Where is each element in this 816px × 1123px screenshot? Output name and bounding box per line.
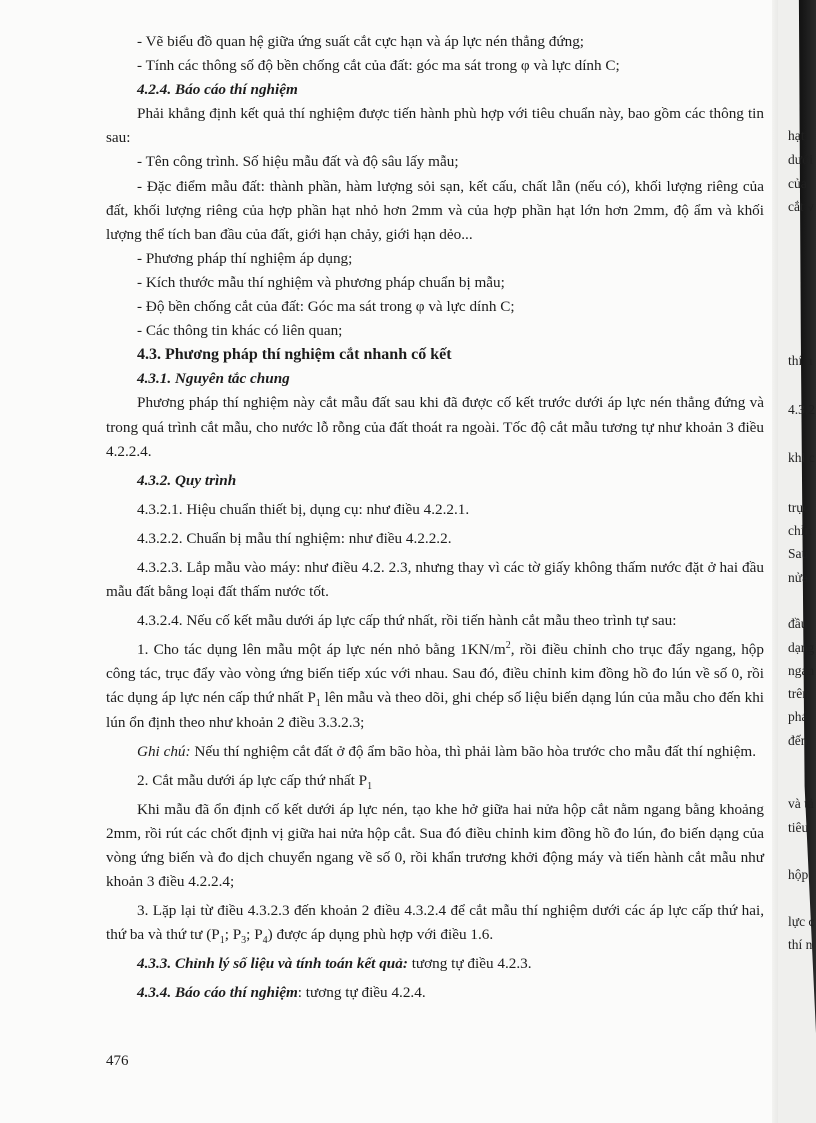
- subscript: 1: [219, 935, 225, 947]
- adjacent-page-word: phá: [788, 709, 808, 724]
- subscript: 1: [315, 698, 321, 710]
- list-item: - Độ bền chống cắt của đất: Góc ma sát trong φ và lực dính C;: [137, 298, 515, 316]
- list-item: - Vẽ biểu đồ quan hệ giữa ứng suất cắt cực hạn và áp lực nén thẳng đứng;: [137, 33, 585, 50]
- text-run: lên mẫu và theo dõi, ghi chép số liệu biến dạng lún của mẫu cho đến khi lún ổn định theo như khoản 2 điều 3.3.2.3;: [106, 689, 765, 731]
- list-item: - Tính các thông số độ bền chống cắt của đất: góc ma sát trong φ và lực dính C;: [137, 57, 620, 75]
- adjacent-page-word: tiêu: [788, 820, 809, 835]
- page-number: 476: [106, 1053, 129, 1069]
- adjacent-page-word: dưới: [788, 152, 813, 167]
- step-item: 4.3.2.4. Nếu cố kết mẫu dưới áp lực cấp thứ nhất, rồi tiến hành cắt mẫu theo trình tự sau:: [137, 612, 677, 630]
- section-heading-4-3-4: 4.3.4. Báo cáo thí nghiệm: [137, 984, 298, 1002]
- list-item: - Đặc điểm mẫu đất: thành phần, hàm lượng sỏi sạn, kết cấu, chất lẫn (nếu có), khối lượng riêng của đất, khối lượng riêng của hợp phần hạt nhỏ hơn 2mm và của hợp phần hạt lớn hơn 2mm, độ ẩm và khối lượng thể tích ban đầu của đất, giới hạn chảy, giới hạn dẻo...: [106, 177, 764, 243]
- text-run: ) được áp dụng phù hợp với điều 1.6.: [267, 926, 494, 944]
- step-item-2: [106, 769, 764, 793]
- section-4-3-4: [106, 981, 764, 1005]
- adjacent-page-word: thí n: [788, 937, 813, 952]
- adjacent-page-edge: [778, 0, 816, 1123]
- paragraph: Phải khẳng định kết quả thí nghiệm được tiến hành phù hợp với tiêu chuẩn này, bao gồm các thông tin sau:: [106, 105, 764, 147]
- section-heading-4-2-4: 4.2.4. Báo cáo thí nghiệm: [137, 81, 298, 99]
- list-item: - Kích thước mẫu thí nghiệm và phương pháp chuẩn bị mẫu;: [137, 273, 505, 291]
- section-heading-4-3-3: 4.3.3. Chỉnh lý số liệu và tính toán kết quả:: [137, 955, 408, 973]
- step-item: 4.3.2.3. Lắp mẫu vào máy: như điều 4.2. 2.3, nhưng thay vì các tờ giấy không thấm nước đặt ở hai đầu mẫu đất bằng loại đất thấm nước tốt.: [106, 558, 764, 601]
- step-item: 4.3.2.1. Hiệu chuẩn thiết bị, dụng cụ: như điều 4.2.2.1.: [137, 500, 470, 518]
- adjacent-page-word: của: [788, 176, 807, 191]
- document-body: [106, 30, 764, 1006]
- adjacent-page-word: hạt: [788, 128, 805, 143]
- section-heading-4-3: 4.3. Phương pháp thí nghiệm cắt nhanh cố kết: [137, 346, 452, 364]
- subscript: 3: [241, 935, 247, 947]
- adjacent-page-word: trục: [788, 500, 809, 515]
- subscript: 1: [367, 780, 373, 792]
- adjacent-page-word: và tả: [788, 796, 814, 811]
- paragraph: Phương pháp thí nghiệm này cắt mẫu đất sau khi đã được cố kết trước dưới áp lực nén thẳng đứng và trong quá trình cắt mẫu, cho nước lỗ rỗng của đất thoát ra ngoài. Tốc độ cắt mẫu tương tự như khoản 3 điều 4.2.2.4.: [106, 394, 764, 460]
- section-4-3-3: [106, 952, 764, 976]
- section-text: : tương tự điều 4.2.4.: [297, 984, 426, 1002]
- step-item: 4.3.2.2. Chuẩn bị mẫu thí nghiệm: như điều 4.2.2.2.: [137, 529, 452, 547]
- adjacent-page-word: Sau: [788, 546, 809, 561]
- text-run: 1. Cho tác dụng lên mẫu một áp lực nén nhỏ bằng 1KN/m: [137, 641, 506, 659]
- list-item: - Các thông tin khác có liên quan;: [137, 322, 343, 340]
- adjacent-page-word: lực c: [788, 914, 815, 929]
- paragraph: Khi mẫu đã ổn định cố kết dưới áp lực nén, tạo khe hở giữa hai nửa hộp cắt nằm ngang bằng khoảng 2mm, rồi rút các chốt định vị giữa hai nửa hộp cắt. Sua đó điều chỉnh kim đồng hồ đo lún, đo biến dạng của vòng ứng biến và đo dịch chuyển ngang về số 0, rồi khẩn trương khởi động máy và tiến hành cắt mẫu như khoản 3 điều 4.2.2.4;: [106, 800, 764, 891]
- adjacent-page-word: đầu: [788, 616, 808, 631]
- note-text: Nếu thí nghiệm cắt đất ở độ ẩm bão hòa, thì phải làm bão hòa trước cho mẫu đất thí nghiệm.: [190, 742, 756, 760]
- list-item: - Phương pháp thí nghiệm áp dụng;: [137, 249, 353, 267]
- section-text: tương tự điều 4.2.3.: [407, 955, 532, 973]
- step-item-3: [106, 899, 764, 947]
- adjacent-page-word: hộp: [788, 867, 809, 882]
- adjacent-page-word: nửa: [788, 570, 809, 585]
- text-run: ; P: [246, 926, 263, 944]
- adjacent-page-word: khi c: [788, 450, 815, 465]
- adjacent-page-word: chỉn: [788, 523, 812, 538]
- text-run: , rồi điều chỉnh cho trục đẩy ngang, hộp công tác, trục đẩy vào vòng ứng biến tiếp xúc với nhau. Sau đó, điều chỉnh kim đồng hồ đo lún về số 0, rồi tác dụng áp lực nén cấp thứ nhất P: [106, 641, 764, 707]
- adjacent-page-word: thí n: [788, 353, 813, 368]
- list-item: - Tên công trình. Số hiệu mẫu đất và độ sâu lấy mẫu;: [137, 153, 459, 171]
- superscript: 2: [505, 640, 511, 652]
- subscript: 4: [262, 935, 268, 947]
- note-label: Ghi chú:: [137, 742, 191, 760]
- section-heading-4-3-2: 4.3.2. Quy trình: [137, 471, 237, 489]
- text-run: 2. Cắt mẫu dưới áp lực cấp thứ nhất P: [137, 771, 368, 789]
- adjacent-page-word: ngan: [788, 663, 815, 678]
- step-item-1: [106, 638, 764, 734]
- adjacent-page-word: trên: [788, 686, 809, 701]
- adjacent-page-word: đến: [788, 733, 808, 748]
- adjacent-page-word: dạng: [788, 640, 815, 655]
- section-heading-4-3-1: 4.3.1. Nguyên tắc chung: [137, 370, 290, 388]
- text-run: ; P: [224, 926, 242, 944]
- text-run: 3. Lặp lại từ điều 4.3.2.3 đến khoản 2 điều 4.3.2.4 để cắt mẫu thí nghiệm dưới các áp lực cấp thứ hai, thứ ba và thứ tư (P: [106, 902, 764, 944]
- adjacent-page-word: 4.3.2: [788, 402, 815, 417]
- note-paragraph: [106, 740, 764, 764]
- adjacent-page-word: cắt v: [788, 199, 814, 214]
